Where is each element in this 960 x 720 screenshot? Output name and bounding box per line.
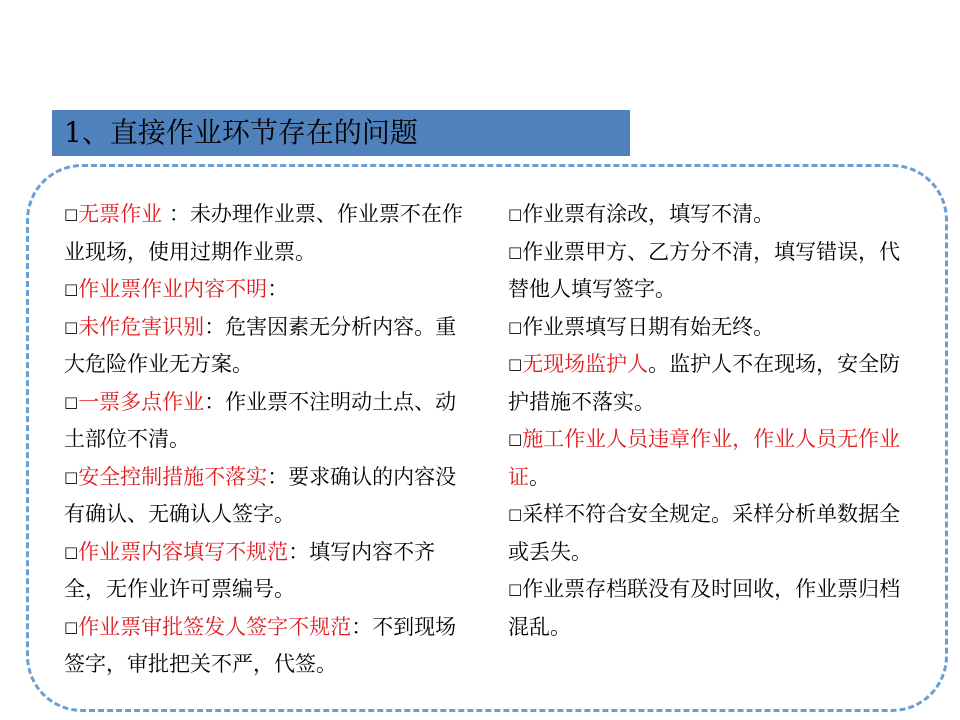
list-item [64,271,476,309]
list-item [64,309,476,384]
item-keyword: 无现场监护人 [522,352,649,376]
checkbox-glyph: □ [508,355,523,373]
item-text: 作业票填写日期有始无终。 [522,314,775,339]
item-text: ：未办理作业票、作业票不在作业现场，使用过期作业票。 [64,202,463,264]
list-item [508,571,920,646]
checkbox-glyph: □ [508,317,523,336]
checkbox-glyph: □ [64,317,79,336]
item-keyword: 安全控制措施不落实 [78,464,268,489]
left-column [64,196,476,684]
item-text: ：作业票不注明动土点、动土部位不清。 [64,389,457,451]
checkbox-glyph: □ [508,580,523,598]
item-text: ：填写内容不齐全，无作业许可票编号。 [64,539,436,601]
list-item [508,346,920,421]
item-text: ： [267,277,289,301]
list-item [64,609,476,684]
item-text: 作业票有涂改，填写不清。 [522,202,775,226]
list-item [508,234,920,309]
item-text: 作业票存档联没有及时回收，作业票归档混乱。 [508,577,901,639]
checkbox-glyph: □ [508,505,523,523]
item-text: 作业票甲方、乙方分不清，填写错误，代替他人填写签字。 [508,239,901,301]
checkbox-glyph: □ [64,617,79,636]
item-text: 采样不符合安全规定。采样分析单数据全或丢失。 [508,502,901,564]
list-item [508,196,920,234]
checkbox-glyph: □ [508,430,523,448]
item-text: 。 [529,464,550,489]
list-item [508,496,920,571]
item-keyword: 一票多点作业 [78,389,205,414]
checkbox-glyph: □ [64,542,79,561]
section-title: 1、直接作业环节存在的问题 [52,110,630,156]
list-item [508,309,920,347]
checkbox-glyph: □ [64,467,79,486]
item-text: ：不到现场签字，审批把关不严，代签。 [64,614,457,676]
list-item [64,459,476,534]
item-text: ：危害因素无分析内容。重大危险作业无方案。 [64,314,457,376]
list-item [64,196,476,271]
list-item [64,534,476,609]
checkbox-glyph: □ [508,205,523,223]
list-item [64,384,476,459]
checkbox-glyph: □ [64,392,79,411]
item-keyword: 无票作业 [78,202,163,226]
checkbox-glyph: □ [64,280,79,298]
item-keyword: 作业票作业内容不明 [78,277,268,301]
checkbox-glyph: □ [64,205,79,223]
item-keyword: 未作危害识别 [78,314,205,339]
item-text: 。监护人不在现场，安全防护措施不落实。 [508,352,901,414]
right-column [508,196,920,646]
item-keyword: 作业票内容填写不规范 [78,539,289,564]
item-keyword: 作业票审批签发人签字不规范 [78,614,352,639]
item-text: ：要求确认的内容没有确认、无确认人签字。 [64,464,457,526]
item-keyword: 施工作业人员违章作业，作业人员无作业证 [508,427,901,489]
checkbox-glyph: □ [508,242,523,261]
list-item [508,421,920,496]
